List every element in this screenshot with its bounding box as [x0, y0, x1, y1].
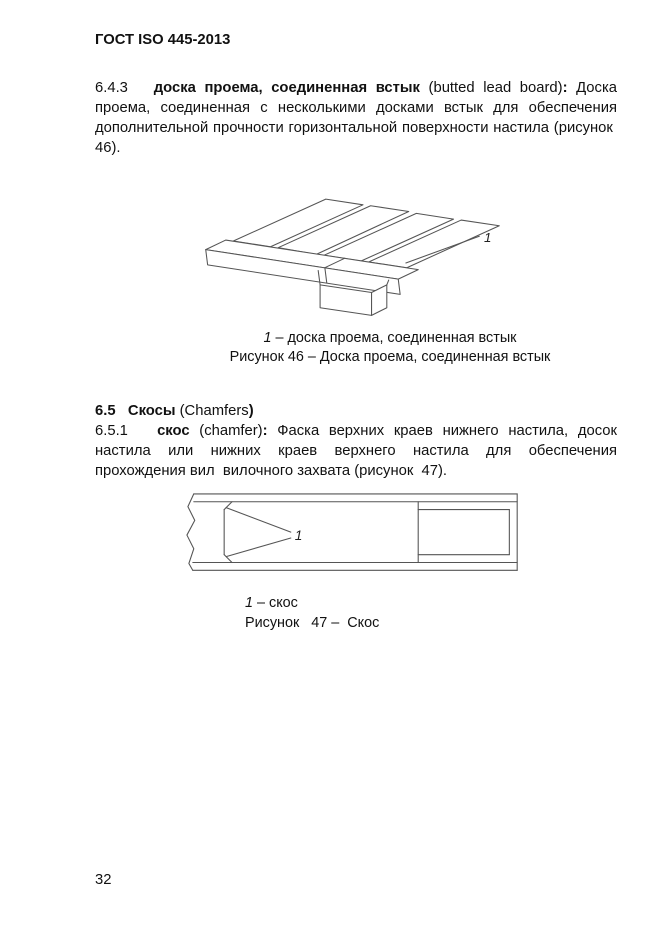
heading-6-5	[95, 401, 617, 421]
clause-number: 6.5.1	[95, 423, 158, 439]
paragraph-6-5-1	[95, 421, 617, 481]
figure-46-callout-1: 1	[484, 229, 492, 245]
heading-en: (Chamfers	[175, 403, 249, 419]
term-en: (butted lead board)	[419, 80, 563, 96]
page-number: 32	[95, 872, 112, 888]
deck-profile	[187, 494, 517, 570]
document-title: ГОСТ ISO 445-2013	[95, 32, 231, 48]
figure-46-title: Рисунок 46 – Доска проема, соединенная встык	[229, 349, 551, 365]
figure-47	[182, 489, 617, 587]
term-ru: скос	[157, 423, 190, 439]
heading-paren: )	[248, 403, 254, 419]
figure-46-drawing	[200, 158, 505, 325]
callout-leader-lines	[226, 508, 291, 557]
term-ru: доска проема, соединенная встык	[153, 80, 420, 96]
paragraph-6-4-3	[95, 78, 617, 158]
figure-46-key	[163, 329, 617, 348]
figure-47-captions	[245, 593, 617, 633]
block-with-chamfer	[224, 502, 418, 563]
key-number: 1	[245, 595, 254, 611]
term-colon: :	[262, 423, 268, 439]
figure-47-callout-1: 1	[294, 527, 303, 543]
figure-47-title: Рисунок 47 – Скос	[245, 615, 380, 631]
key-number: 1	[263, 330, 272, 346]
fork-opening	[418, 510, 509, 555]
definition-text: Фаска верхних краев нижнего настила, досок настила или нижних краев верхнего настила для обеспечения прохождения вил вилочного захвата (рисунок 47).	[95, 423, 617, 479]
term-colon: :	[562, 80, 568, 96]
heading-main: 6.5 Скосы	[95, 403, 176, 419]
key-text: – скос	[253, 595, 298, 611]
figure-47-key	[245, 593, 617, 613]
figure-46-captions	[163, 329, 617, 367]
definition-text: Доска проема, соединенная с несколькими досками встык для обеспечения дополнительной прочности горизонтальной поверхности настила (рисунок 46).	[95, 80, 617, 156]
key-text: – доска проема, соединенная встык	[271, 330, 517, 346]
clause-number: 6.4.3	[95, 80, 154, 96]
term-en: (chamfer)	[189, 423, 263, 439]
figure-46	[200, 158, 617, 325]
figure-47-drawing	[182, 489, 527, 587]
